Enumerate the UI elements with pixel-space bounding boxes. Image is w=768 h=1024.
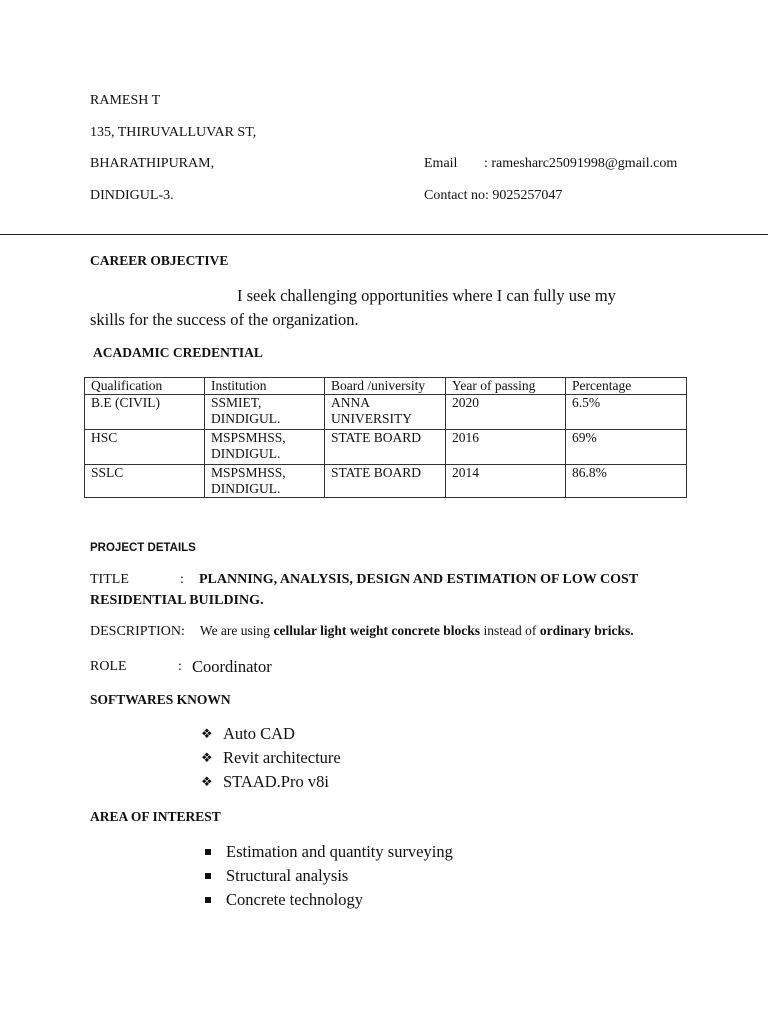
area-of-interest-heading: AREA OF INTEREST (90, 809, 221, 824)
list-item (201, 722, 341, 746)
diamond-bullet-icon: ❖ (201, 774, 213, 789)
description-text: We are using (199, 623, 271, 638)
table-cell: MSPSMHSS, DINDIGUL. (205, 430, 325, 465)
table-cell: 69% (566, 430, 687, 465)
role-value: Coordinator (192, 657, 272, 676)
list-item (200, 840, 453, 864)
description-label: DESCRIPTION: (90, 624, 185, 639)
square-bullet-icon (205, 897, 211, 903)
table-cell: 86.8% (566, 465, 687, 498)
diamond-bullet-icon: ❖ (201, 726, 213, 741)
software-item: Revit architecture (223, 748, 341, 767)
interest-list (200, 840, 453, 912)
table-row (85, 395, 687, 430)
project-title-separator: : (180, 572, 184, 587)
table-row (85, 430, 687, 465)
project-title-label: TITLE (90, 572, 129, 587)
table-cell: SSMIET, DINDIGUL. (205, 395, 325, 430)
email-value: : ramesharc25091998@gmail.com (484, 156, 678, 171)
square-bullet-icon (205, 849, 211, 855)
table-cell: STATE BOARD (325, 430, 446, 465)
contact-number: Contact no: 9025257047 (424, 188, 563, 203)
software-list (201, 722, 341, 794)
list-item (201, 770, 341, 794)
table-cell: 2016 (446, 430, 566, 465)
software-item: Auto CAD (223, 724, 295, 743)
square-bullet-icon (205, 873, 211, 879)
project-description (90, 623, 634, 640)
list-item (201, 746, 341, 770)
diamond-bullet-icon: ❖ (201, 750, 213, 765)
table-cell: HSC (85, 430, 205, 465)
table-header-row (85, 378, 687, 395)
table-cell: SSLC (85, 465, 205, 498)
email-label: Email (424, 156, 458, 171)
address-line-2: BHARATHIPURAM, (90, 156, 215, 171)
column-header: Institution (205, 378, 325, 395)
career-objective-line-1: I seek challenging opportunities where I can fully use my (237, 286, 616, 305)
list-item (200, 864, 453, 888)
interest-item: Concrete technology (226, 890, 363, 909)
interest-item: Structural analysis (226, 866, 349, 885)
role-label: ROLE (90, 659, 127, 674)
list-item (200, 888, 453, 912)
column-header: Year of passing (446, 378, 566, 395)
table-cell: STATE BOARD (325, 465, 446, 498)
software-item: STAAD.Pro v8i (223, 772, 329, 791)
table-cell: MSPSMHSS, DINDIGUL. (205, 465, 325, 498)
project-details-heading: PROJECT DETAILS (90, 542, 196, 554)
interest-item: Estimation and quantity surveying (226, 842, 453, 861)
table-cell: 6.5% (566, 395, 687, 430)
column-header: Qualification (85, 378, 205, 395)
career-objective-heading: CAREER OBJECTIVE (90, 253, 229, 268)
career-objective-line-2: skills for the success of the organization. (90, 310, 359, 329)
project-title-line-2: RESIDENTIAL BUILDING. (90, 593, 264, 608)
column-header: Percentage (566, 378, 687, 395)
academic-table (84, 377, 687, 498)
softwares-heading: SOFTWARES KNOWN (90, 692, 231, 707)
table-cell: 2014 (446, 465, 566, 498)
academic-heading: ACADAMIC CREDENTIAL (93, 345, 263, 360)
table-cell: B.E (CIVIL) (85, 395, 205, 430)
column-header: Board /university (325, 378, 446, 395)
applicant-name: RAMESH T (90, 93, 161, 108)
address-line-3: DINDIGUL-3. (90, 188, 174, 203)
address-line-1: 135, THIRUVALLUVAR ST, (90, 125, 257, 140)
header-divider (0, 234, 768, 235)
description-bold-text: ordinary bricks. (539, 623, 634, 638)
table-row (85, 465, 687, 498)
table-cell: ANNA UNIVERSITY (325, 395, 446, 430)
description-bold-text: cellular light weight concrete blocks (273, 623, 481, 638)
table-cell: 2020 (446, 395, 566, 430)
role-separator: : (178, 659, 182, 674)
description-text: instead of (483, 623, 537, 638)
project-title-line-1: PLANNING, ANALYSIS, DESIGN AND ESTIMATION OF LOW COST (199, 572, 639, 587)
